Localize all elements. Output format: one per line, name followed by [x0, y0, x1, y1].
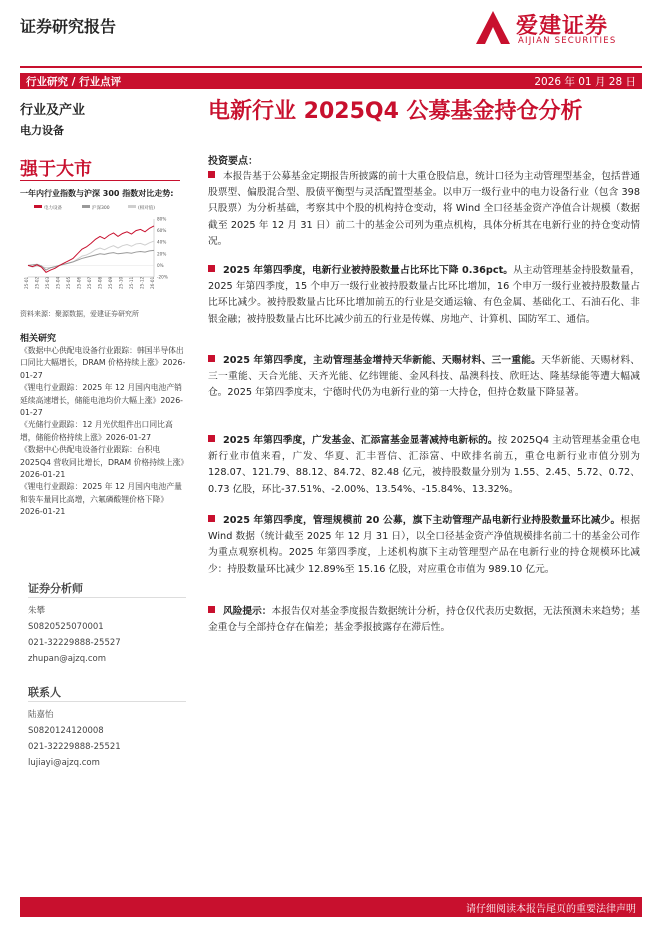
x-tick-label: 25-12: [139, 276, 145, 289]
report-type: 证券研究报告: [20, 17, 117, 36]
key-point-heading: 2025 年第四季度，广发基金、汇添富基金显著减持电新标的。: [223, 435, 498, 446]
legend-label: (相对值): [138, 206, 156, 211]
contact-title: 联系人: [28, 686, 61, 699]
bullet-square-icon: [208, 606, 215, 613]
x-tick-label: 26-01: [150, 276, 155, 289]
x-tick-label: 25-11: [129, 276, 134, 289]
x-tick-label: 25-04: [55, 276, 61, 289]
y-tick-label: 60%: [157, 228, 167, 234]
key-point-2: [208, 263, 640, 328]
contact-info: [28, 707, 121, 771]
key-point-heading: 2025 年第四季度，管理规模前 20 公募，旗下主动管理产品电新行业持股数量环比减少。: [223, 515, 621, 526]
x-tick-label: 25-03: [45, 276, 50, 289]
y-tick-label: 0%: [157, 262, 164, 268]
y-tick-label: 20%: [157, 251, 167, 257]
key-point-heading: 2025 年第四季度，主动管理基金增持天华新能、天赐材料、三一重能。: [223, 355, 542, 366]
chart-caption: 一年内行业指数与沪深 300 指数对比走势:: [20, 189, 174, 198]
key-point-1: [208, 169, 640, 250]
contact-divider: [28, 701, 186, 702]
contact-name: 陆嘉怡: [28, 710, 54, 720]
header-divider: [20, 66, 642, 68]
bullet-square-icon: [208, 355, 215, 362]
key-point-text: 本报告仅对基金季度报告数据统计分析，持仓仅代表历史数据，无法预测未来趋势；基金重仓与全部持仓存在偏差；基金季报披露存在滞后性。: [208, 606, 640, 634]
rating-divider: [20, 180, 180, 181]
analyst-email[interactable]: zhupan@ajzq.com: [28, 654, 107, 664]
key-point-text: 按 2025Q4 主动管理基金重仓电新行业市值来看，广发、华夏、汇丰晋信、汇添富、中欧排名前五，重仓电新行业市值分别为 128.07、121.79、88.12、84.72、82.48 亿元，被持股数量分别为 1.55、2.45、5.72、0.72、0.73 亿股，环比-37.51%、-2.00%、13.54%、-15.84%、13.32%。: [208, 435, 640, 495]
key-point-text: 从主动管理基金持股数量看，2025 年第四季度，15 个申万一级行业被持股数量占比环比增加，16 个申万一级行业被持股数量占比环比减少。被持股数量占比环比增加前五的行业是交通运输、有色金属、基础化工、石油石化、非银金融；被持股数量占比环比减少前五的行业是传媒、房地产、计算机、国防军工、通信。: [208, 265, 640, 325]
key-point-4: [208, 433, 640, 498]
series-line-(相对值): [28, 241, 154, 268]
legend-label: 沪深300: [92, 206, 110, 211]
bullet-square-icon: [208, 435, 215, 442]
y-tick-label: 40%: [157, 239, 167, 245]
key-point-text: 天华新能、天赐材料、三一重能、天合光能、天齐光能、亿纬锂能、金风科技、晶澳科技、欣旺达、隆基绿能等遭大幅减仓。2025 年第四季度末，宁德时代仍为电新行业的第一大持仓，但持仓数量下降显著。: [208, 355, 640, 399]
x-tick-label: 25-02: [34, 276, 40, 289]
footer-disclaimer[interactable]: 请仔细阅读本报告尾页的重要法律声明: [466, 904, 636, 915]
legend-swatch: [34, 205, 42, 208]
chart-source: 资料来源：聚源数据，爱建证券研究所: [20, 310, 139, 318]
industry-label: 行业及产业: [20, 103, 86, 118]
contact-phone: 021-32229888-25521: [28, 742, 121, 752]
key-point-heading: 2025 年第四季度，电新行业被持股数量占比环比下降 0.36pct。: [223, 265, 514, 276]
x-tick-label: 25-01: [24, 276, 29, 289]
bullet-square-icon: [208, 171, 215, 178]
contact-license: S0820124120008: [28, 726, 104, 736]
analyst-info: [28, 603, 121, 667]
series-line-沪深300: [28, 250, 154, 270]
y-tick-label: -20%: [157, 274, 168, 280]
rating: 强于大市: [20, 159, 92, 180]
y-tick-label: 80%: [157, 216, 167, 222]
related-item[interactable]: 《锂电行业跟踪：2025 年 12 月国内电池产销延续高速增长，储能电池均价大幅上涨》2026-01-27: [20, 383, 183, 418]
index-comparison-chart: [20, 201, 182, 299]
x-tick-label: 25-07: [87, 276, 92, 289]
analyst-name: 朱攀: [28, 606, 46, 616]
related-item[interactable]: 《锂电行业跟踪：2025 年 12 月国内电池产量和装车量同比高增，六氟磷酸锂价格下降》2026-01-21: [20, 482, 182, 517]
report-category: 行业研究 / 行业点评: [26, 76, 122, 88]
aijian-logo-icon: [474, 10, 512, 46]
key-points-title: 投资要点：: [208, 156, 258, 167]
related-item[interactable]: 《数据中心供配电设备行业跟踪：韩国半导体出口同比大幅增长，DRAM 价格持续上涨》2026-01-27: [20, 346, 186, 380]
logo-text-cn: 爱建证券: [516, 14, 609, 39]
legend-swatch: [128, 205, 136, 208]
logo-text-en: AIJIAN SECURITIES: [518, 36, 617, 46]
x-tick-label: 25-10: [118, 276, 124, 289]
related-item[interactable]: 《数据中心供配电设备行业跟踪：台积电 2025Q4 营收同比增长，DRAM 价格持续上涨》2026-01-21: [20, 445, 185, 480]
report-date: 2026 年 01 月 28 日: [534, 76, 636, 88]
related-item[interactable]: 《光储行业跟踪：12 月光伏组件出口同比高增，储能价格持续上涨》2026-01-27: [20, 420, 173, 442]
legend-swatch: [82, 205, 90, 208]
key-point-3: [208, 353, 640, 402]
legend-label: 电力设备: [44, 206, 62, 211]
key-point-text: 根据 Wind 数据（统计截至 2025 年 12 月 31 日），以全口径基金资产净值规模排名前二十的基金公司作为重点观察机构。2025 年第四季度，上述机构旗下主动管理型产品在电新行业的持仓规模环比减少：持股数量环比减少 12.89%至 15.16 亿股，对应重仓市值为 989.10 亿元。: [208, 515, 641, 575]
analyst-license: S0820525070001: [28, 622, 104, 632]
analyst-divider: [28, 597, 186, 598]
related-research-title: 相关研究: [20, 334, 57, 344]
x-tick-label: 25-08: [97, 276, 103, 289]
x-tick-label: 25-06: [76, 276, 82, 289]
key-point-5: [208, 513, 640, 578]
analyst-title: 证券分析师: [28, 582, 83, 595]
contact-email[interactable]: lujiayi@ajzq.com: [28, 758, 100, 768]
sub-industry-label: 电力设备: [20, 124, 64, 137]
x-tick-label: 25-09: [108, 276, 113, 289]
page-title: 电新行业 2025Q4 公募基金持仓分析: [208, 99, 583, 124]
key-point-heading: 风险提示：: [223, 606, 272, 617]
bullet-square-icon: [208, 265, 215, 272]
bullet-square-icon: [208, 515, 215, 522]
x-tick-label: 25-05: [66, 276, 71, 289]
analyst-phone: 021-32229888-25527: [28, 638, 121, 648]
related-research-list: [20, 345, 188, 519]
key-point-6: [208, 604, 640, 636]
key-point-text: 本报告基于公募基金定期报告所披露的前十大重仓股信息，统计口径为主动管理型基金，包括普通股票型、偏股混合型、股债平衡型与灵活配置型基金。以申万一级行业中的电力设备行业（包含 398 只股票）为分析基础，考察其中个股的机构持仓变动，将 Wind 全口径基金资产净值合计规模（数据截至 2025 年 12 月 31 日）前二十的基金公司列为重点机构，具体分析其在电新行业的持仓变动情况。: [208, 171, 640, 247]
